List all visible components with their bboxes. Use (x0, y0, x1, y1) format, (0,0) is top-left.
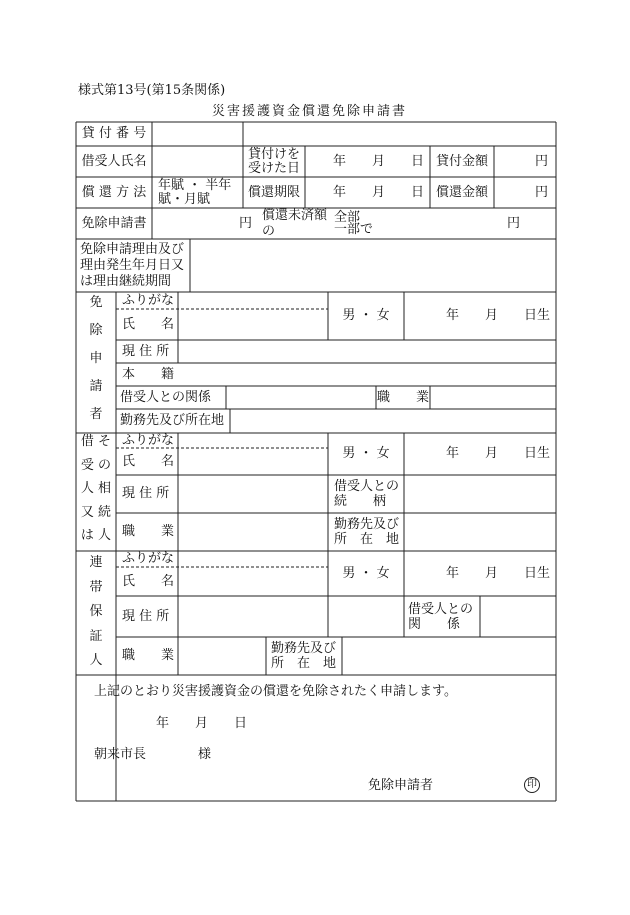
applicant-workplace-field[interactable] (230, 409, 556, 433)
successor-relation-field[interactable] (404, 475, 556, 513)
applicant-relation-field[interactable] (226, 386, 376, 409)
applicant-relation-label: 借受人との関係 (120, 389, 212, 405)
successor-occupation-label: 職 業 (122, 524, 175, 539)
guarantor-group-label: 連 帯 保 証 人 (89, 555, 103, 668)
guarantor-gender[interactable]: 男 ・ 女 (342, 565, 390, 581)
applicant-birthdate[interactable]: 年 月 日生 (445, 308, 550, 323)
successor-occupation-field[interactable] (178, 513, 328, 551)
unpaid-balance-label: 償還未済額の (262, 208, 328, 239)
borrower-name-field[interactable] (152, 146, 243, 177)
reason-field[interactable] (190, 239, 556, 292)
successor-birthdate[interactable]: 年 月 日生 (445, 446, 550, 461)
successor-workplace-field[interactable] (404, 513, 556, 551)
applicant-workplace-label: 勤務先及び所在地 (120, 413, 225, 428)
successor-group-label: 借 そ 受 の 人 相 又 続 は 人 (80, 434, 112, 543)
exemption-amount-label: 免除申請書 (81, 215, 147, 231)
applicant-domicile-field[interactable] (178, 363, 556, 386)
successor-name-label: 氏 名 (122, 453, 175, 469)
application-date[interactable]: 年 月 日 (156, 716, 248, 731)
unpaid-balance-field[interactable]: 円 (506, 215, 520, 231)
form-number-label: 様式第13号(第15条関係) (78, 83, 226, 98)
exemption-amount-field[interactable]: 円 (238, 215, 252, 231)
loan-date-field[interactable]: 年 月 日 (332, 153, 424, 169)
repayment-method-options[interactable]: 年賦 ・ 半年 賦・月賦 (158, 177, 232, 207)
guarantor-birthdate[interactable]: 年 月 日生 (445, 565, 550, 581)
guarantor-occupation-label: 職 業 (122, 648, 175, 663)
applicant-signature-label: 免除申請者 (368, 778, 434, 793)
successor-address-field[interactable] (178, 475, 328, 513)
applicant-name-label: 氏 名 (122, 316, 175, 332)
loan-date-label: 貸付けを 受けた日 (247, 146, 300, 176)
addressee: 朝来市長 様 (94, 747, 212, 762)
request-statement: 上記のとおり災害援護資金の償還を免除されたく申請します。 (94, 684, 457, 699)
guarantor-furigana-label: ふりがな (122, 551, 175, 566)
loan-amount-field[interactable]: 円 (534, 153, 548, 169)
guarantor-name-field[interactable] (178, 567, 328, 596)
successor-gender[interactable]: 男 ・ 女 (342, 446, 390, 461)
successor-furigana-field[interactable] (178, 433, 328, 448)
repayment-amount-field[interactable]: 円 (534, 184, 548, 200)
seal-mark: 印 (524, 777, 540, 793)
repayment-amount-label: 償還金額 (435, 184, 488, 200)
applicant-occupation-label: 職 業 (376, 389, 429, 405)
unpaid-choice[interactable]: 全部 一部で (334, 209, 374, 237)
applicant-group-label: 免 除 申 請 者 (89, 295, 103, 422)
applicant-domicile-label: 本 籍 (122, 366, 175, 382)
guarantor-occupation-field[interactable] (178, 637, 266, 675)
successor-address-label: 現 住 所 (122, 486, 170, 501)
applicant-occupation-field[interactable] (430, 386, 556, 409)
repayment-deadline-field[interactable]: 年 月 日 (332, 184, 424, 200)
repayment-method-label: 償 還 方 法 (81, 184, 147, 200)
successor-workplace-label: 勤務先及び 所 在 地 (334, 517, 400, 547)
successor-relation-label: 借受人との 続 柄 (334, 479, 400, 509)
guarantor-address-field[interactable] (178, 596, 404, 637)
borrower-name-label: 借受人氏名 (81, 153, 147, 169)
guarantor-relation-label: 借受人との 関 係 (408, 601, 474, 632)
applicant-gender[interactable]: 男 ・ 女 (342, 308, 390, 323)
applicant-name-field[interactable] (178, 309, 328, 340)
guarantor-workplace-label: 勤務先及び 所 在 地 (271, 641, 337, 671)
loan-number-field[interactable] (152, 122, 243, 146)
loan-amount-label: 貸付金額 (435, 153, 488, 169)
applicant-address-label: 現 住 所 (122, 343, 170, 359)
guarantor-relation-field[interactable] (480, 596, 556, 637)
successor-furigana-label: ふりがな (122, 433, 175, 448)
applicant-furigana-field[interactable] (178, 292, 328, 309)
reason-label: 免除申請理由及び 理由発生年月日又 は理由継続期間 (80, 241, 185, 289)
document-title: 災害援護資金償還免除申請書 (212, 104, 408, 119)
loan-number-label: 貸 付 番 号 (81, 126, 147, 141)
guarantor-name-label: 氏 名 (122, 573, 175, 589)
applicant-furigana-label: ふりがな (122, 292, 175, 308)
repayment-deadline-label: 償還期限 (247, 184, 300, 200)
guarantor-workplace-field[interactable] (342, 637, 556, 675)
guarantor-address-label: 現 住 所 (122, 608, 170, 624)
applicant-address-field[interactable] (178, 340, 556, 363)
successor-name-field[interactable] (178, 448, 328, 475)
guarantor-furigana-field[interactable] (178, 551, 328, 567)
